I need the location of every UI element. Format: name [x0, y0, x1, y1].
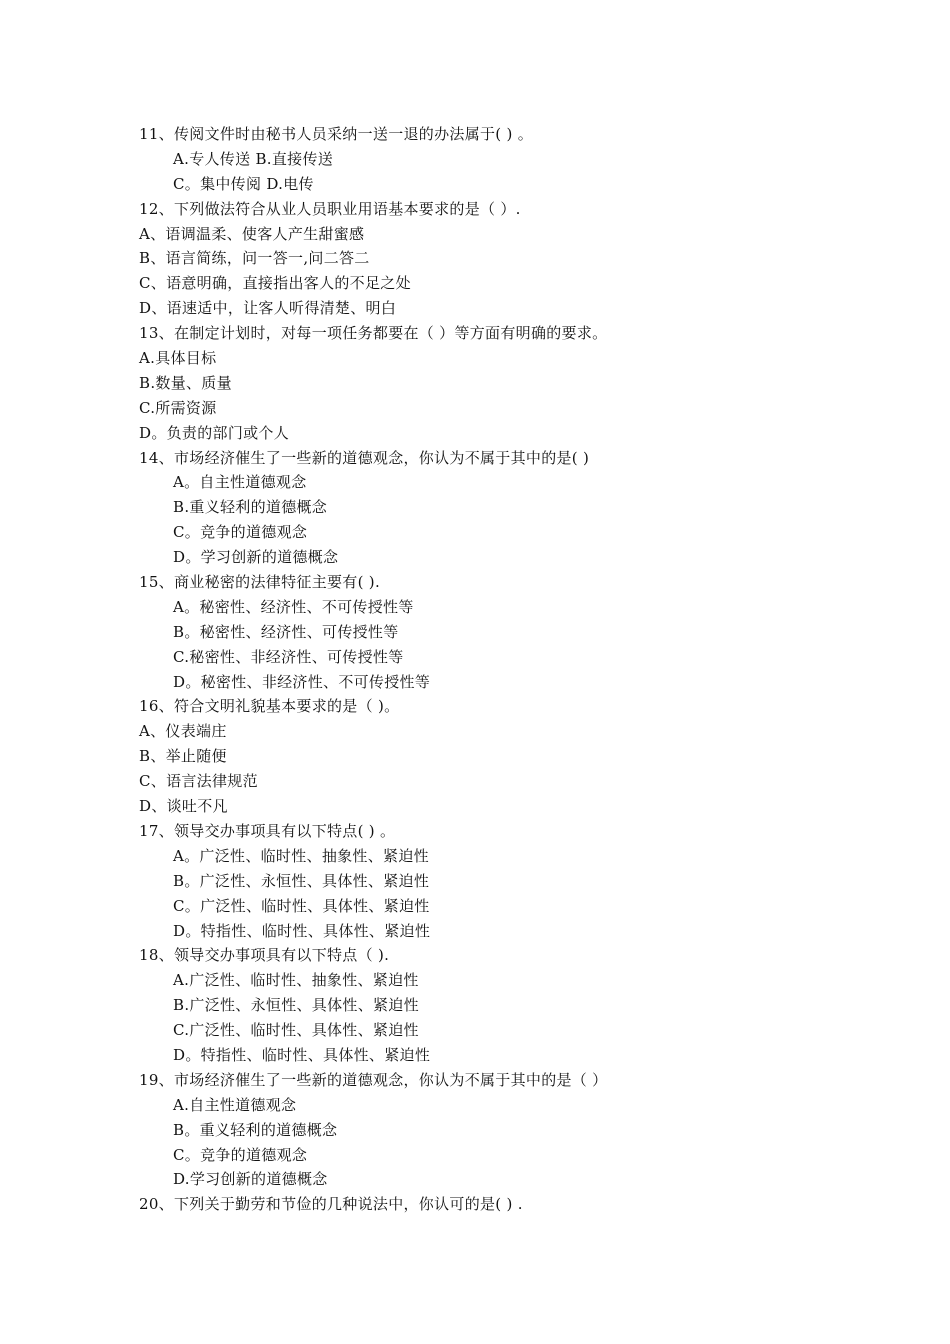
option-line: B。重义轻利的道德概念 — [173, 1120, 338, 1139]
option-line: D。负责的部门或个人 — [139, 423, 290, 442]
question-14 — [0, 446, 950, 570]
option-line: D。特指性、临时性、具体性、紧迫性 — [173, 921, 431, 940]
option-line: D、谈吐不凡 — [139, 797, 228, 816]
option-line: A.具体目标 — [139, 349, 217, 368]
option-line: B.重义轻利的道德概念 — [173, 498, 328, 517]
option-line: C。集中传阅 D.电传 — [173, 174, 314, 193]
option-line: C。广泛性、临时性、具体性、紧迫性 — [173, 896, 430, 915]
option-line: B。广泛性、永恒性、具体性、紧迫性 — [173, 871, 430, 890]
option-line: C、语言法律规范 — [139, 772, 258, 791]
option-line: C、语意明确，直接指出客人的不足之处 — [139, 274, 411, 293]
option-line: C.广泛性、临时性、具体性、紧迫性 — [173, 1021, 419, 1040]
option-line: B、语言简练，问一答一,问二答二 — [139, 249, 370, 268]
option-line: A、语调温柔、使客人产生甜蜜感 — [139, 224, 365, 243]
option-line: B.广泛性、永恒性、具体性、紧迫性 — [173, 996, 419, 1015]
document-page — [0, 122, 950, 1217]
option-line: A.广泛性、临时性、抽象性、紧迫性 — [173, 971, 419, 990]
question-17 — [0, 819, 950, 943]
question-stem: 16、符合文明礼貌基本要求的是（ )。 — [139, 697, 400, 716]
question-19 — [0, 1068, 950, 1192]
option-line: C.秘密性、非经济性、可传授性等 — [173, 647, 404, 666]
option-line: D、语速适中，让客人听得清楚、明白 — [139, 299, 397, 318]
option-line: A.自主性道德观念 — [173, 1095, 297, 1114]
question-stem: 11、传阅文件时由秘书人员采纳一送一退的办法属于( ) 。 — [139, 125, 534, 143]
option-line: A。自主性道德观念 — [173, 473, 307, 492]
option-line: D。特指性、临时性、具体性、紧迫性 — [173, 1045, 431, 1064]
option-line: A、仪表端庄 — [139, 722, 227, 741]
option-line: A.专人传送 B.直接传送 — [173, 149, 334, 168]
option-line: A。秘密性、经济性、不可传授性等 — [173, 597, 414, 616]
option-line: C。竞争的道德观念 — [173, 523, 308, 542]
option-line: D。秘密性、非经济性、不可传授性等 — [173, 672, 431, 691]
option-line: C.所需资源 — [139, 398, 217, 417]
question-11 — [0, 122, 950, 197]
question-stem: 12、下列做法符合从业人员职业用语基本要求的是（ ）. — [139, 199, 521, 218]
option-line: B、举止随便 — [139, 747, 227, 766]
question-stem: 14、市场经济催生了一些新的道德观念，你认为不属于其中的是( ) — [139, 448, 590, 467]
question-15 — [0, 570, 950, 694]
option-line: B.数量、质量 — [139, 373, 232, 392]
question-stem: 15、商业秘密的法律特征主要有( ). — [139, 573, 381, 592]
option-line: A。广泛性、临时性、抽象性、紧迫性 — [173, 846, 429, 865]
option-line: B。秘密性、经济性、可传授性等 — [173, 622, 399, 641]
option-line: C。竞争的道德观念 — [173, 1145, 308, 1164]
question-13 — [0, 321, 950, 445]
option-line: D.学习创新的道德概念 — [173, 1170, 328, 1189]
question-stem: 19、市场经济催生了一些新的道德观念，你认为不属于其中的是（ ） — [139, 1070, 608, 1089]
question-stem: 13、在制定计划时，对每一项任务都要在（ ）等方面有明确的要求。 — [139, 324, 608, 343]
question-20 — [0, 1192, 950, 1217]
question-stem: 18、领导交办事项具有以下特点（ ). — [139, 946, 390, 965]
question-stem: 20、下列关于勤劳和节俭的几种说法中，你认可的是( ) . — [139, 1195, 523, 1214]
option-line: D。学习创新的道德概念 — [173, 548, 339, 567]
question-16 — [0, 694, 950, 818]
question-stem: 17、领导交办事项具有以下特点( ) 。 — [139, 821, 396, 840]
question-12 — [0, 197, 950, 321]
question-18 — [0, 943, 950, 1067]
